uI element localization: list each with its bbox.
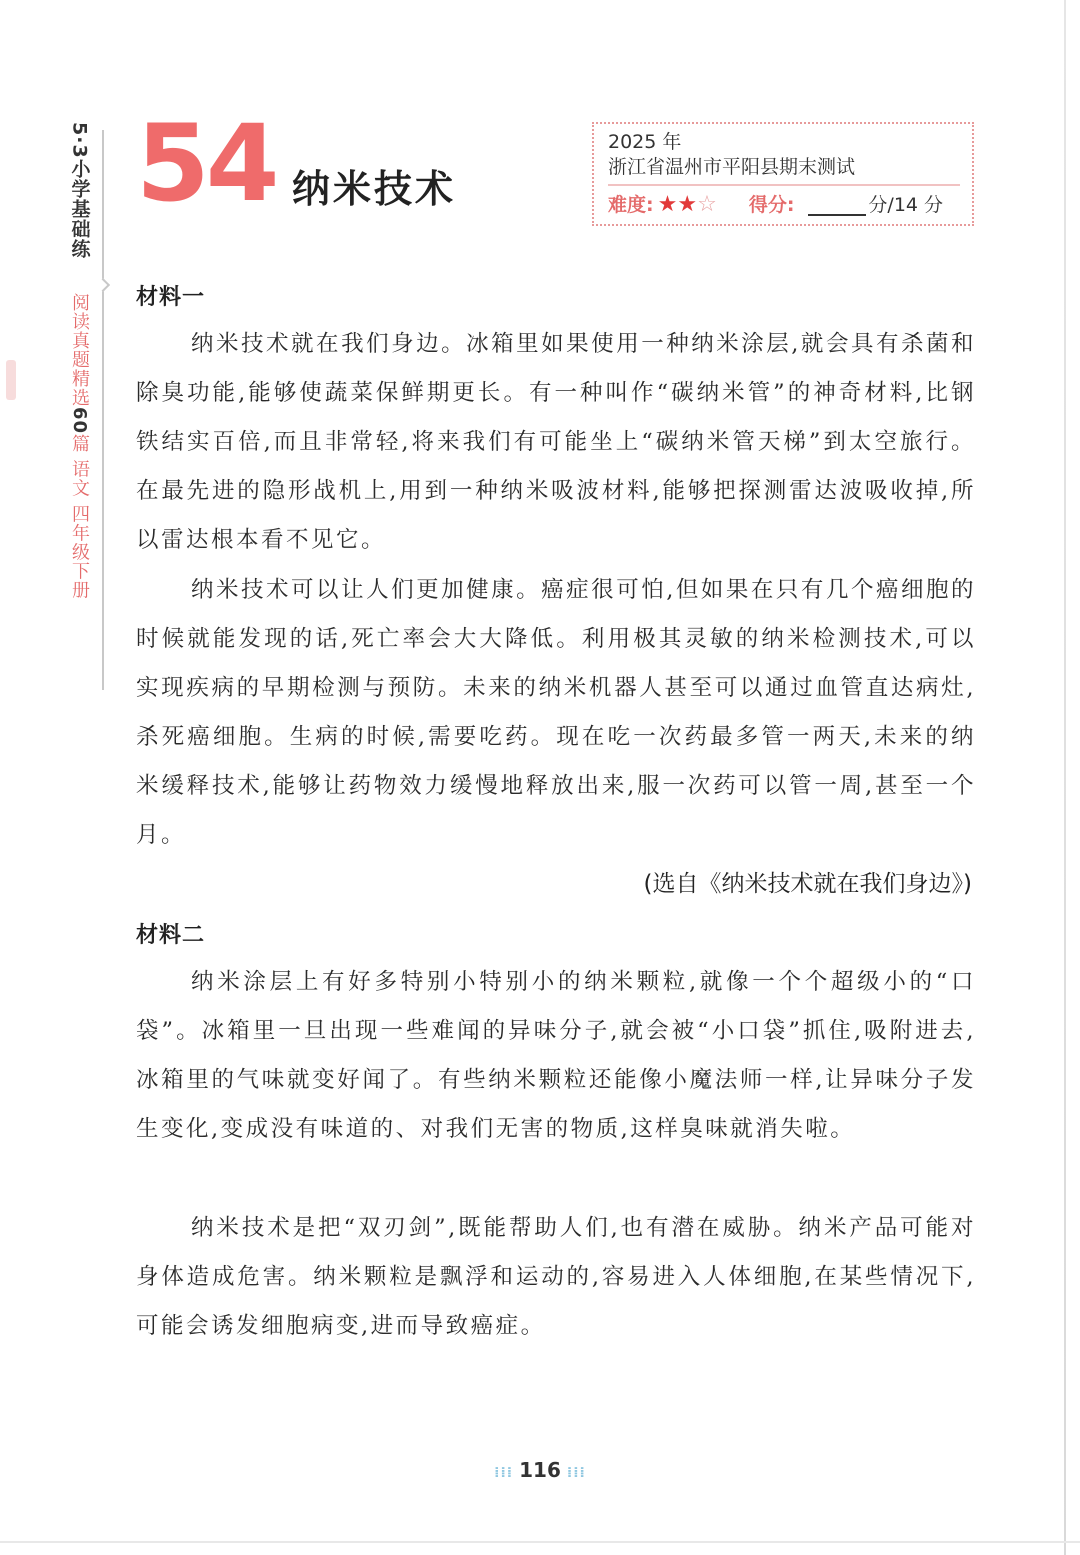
- side-series-label: [64, 122, 94, 599]
- lesson-title: 纳米技术: [292, 167, 457, 211]
- star-icon: ☆: [697, 192, 717, 217]
- side-brand: 5·3小学基础练: [68, 122, 91, 259]
- exam-year: 2025 年: [608, 131, 682, 153]
- difficulty-score-row: [608, 190, 960, 220]
- side-bracket: [102, 130, 104, 690]
- material1-paragraph-2: 纳米技术可以让人们更加健康。癌症很可怕,但如果在只有几个癌细胞的时候就能发现的话,死亡率会大大降低。利用极其灵敏的纳米检测技术,可以实现疾病的早期检测与预防。未来的纳米机器人甚至可以通过血管直达病灶,杀死癌细胞。生病的时候,需要吃药。现在吃一次药最多管一两天,未来的纳米缓释技术,能够让药物效力缓慢地释放出来,服一次药可以管一周,甚至一个月。: [136, 577, 976, 848]
- side-series-text: [69, 293, 89, 600]
- side-series-part1: 阅读真题精选: [69, 292, 90, 407]
- lesson-number: 54: [136, 102, 276, 225]
- page-edge: [1064, 0, 1066, 1555]
- star-icon: ★: [657, 192, 678, 217]
- material2-heading: 材料二: [136, 923, 206, 948]
- material1-heading: 材料一: [136, 285, 206, 310]
- material1-paragraph-1: 纳米技术就在我们身边。冰箱里如果使用一种纳米涂层,就会具有杀菌和除臭功能,能够使蔬菜保鲜期更长。有一种叫作“碳纳米管”的神奇材料,比钢铁结实百倍,而且非常轻,将来我们有可能坐上“碳纳米管天梯”到太空旅行。在最先进的隐形战机上,用到一种纳米吸波材料,能够把探测雷达波吸收掉,所以雷达根本看不见它。: [136, 331, 976, 553]
- score-label: 得分:: [748, 194, 795, 216]
- difficulty-label: 难度:: [608, 194, 654, 216]
- material2-paragraph-2: 纳米技术是把“双刃剑”,既能帮助人们,也有潜在威胁。纳米产品可能对身体造成危害。纳米颗粒是飘浮和运动的,容易进入人体细胞,在某些情况下,可能会诱发细胞病变,进而导致癌症。: [136, 1215, 976, 1339]
- star-icon: ★: [677, 192, 698, 217]
- side-series-num: 60: [69, 406, 90, 434]
- dots-decoration-right: ⁞⁞⁞: [566, 1465, 586, 1481]
- difficulty-stars: [658, 192, 717, 218]
- side-series-part2: 篇 语文 四年级下册: [69, 433, 90, 600]
- score-blank[interactable]: [808, 194, 866, 216]
- material1-source: (选自《纳米技术就在我们身边》): [643, 871, 972, 897]
- info-divider: [608, 184, 960, 186]
- page-number-text: 116: [519, 1458, 561, 1482]
- page-number: [0, 1458, 1080, 1482]
- exam-name: 浙江省温州市平阳县期末测试: [608, 156, 856, 178]
- page-edge-bottom: [0, 1541, 1080, 1543]
- material2-paragraph-1: 纳米涂层上有好多特别小特别小的纳米颗粒,就像一个个超级小的“口袋”。冰箱里一旦出现一些难闻的异味分子,就会被“小口袋”抓住,吸附进去,冰箱里的气味就变好闻了。有些纳米颗粒还能像小魔法师一样,让异味分子发生变化,变成没有味道的、对我们无害的物质,这样臭味就消失啦。: [136, 969, 976, 1142]
- score-total: 分/14 分: [868, 194, 944, 216]
- side-tab-marker: [6, 360, 16, 400]
- dots-decoration-left: ⁞⁞⁞: [494, 1465, 514, 1481]
- exam-info-box: [592, 122, 974, 226]
